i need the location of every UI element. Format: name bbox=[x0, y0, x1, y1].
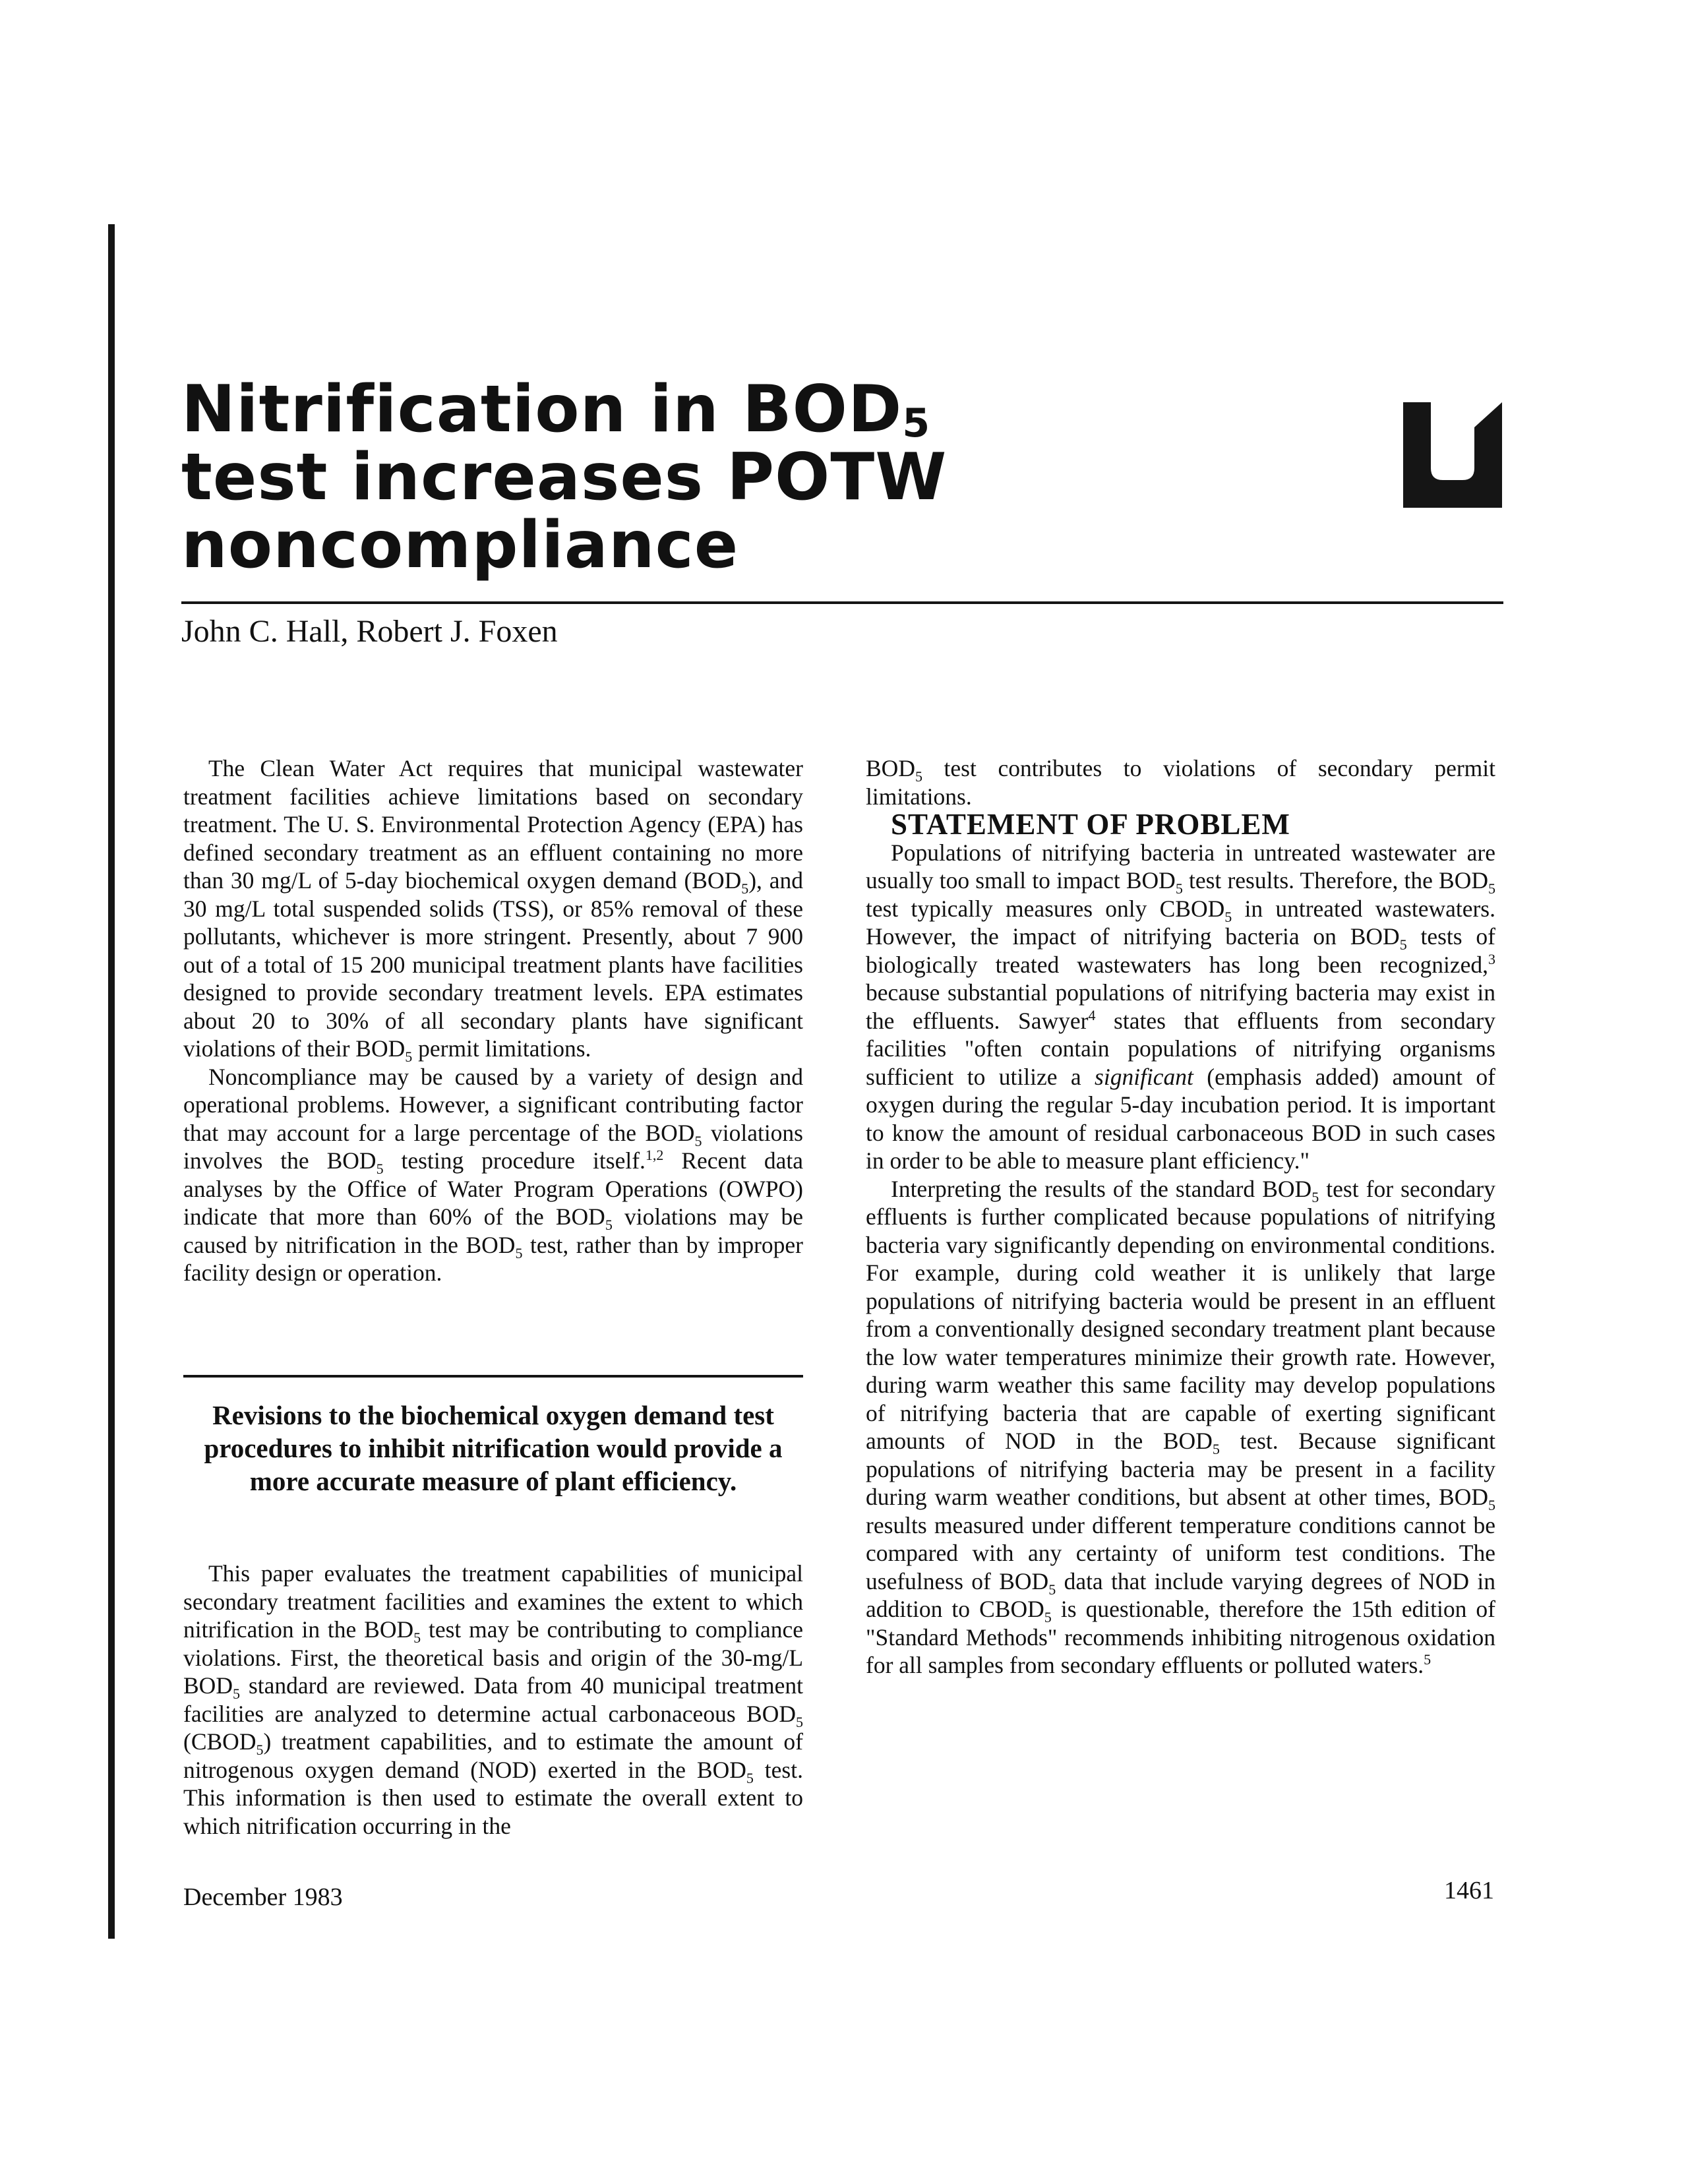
p2-text-2: violations involves the BOD bbox=[183, 1119, 803, 1174]
p5-text-1: Interpreting the results of the standard BOD bbox=[891, 1175, 1312, 1202]
p3-text-5: ) treatment capabilities, and to estimate the amount of nitrogenous oxygen demand (NOD) exerted in the BOD bbox=[183, 1728, 803, 1783]
p4-sub-3: 5 bbox=[1224, 908, 1232, 925]
title-rule bbox=[181, 601, 1503, 604]
footer-date: December 1983 bbox=[183, 1883, 343, 1911]
p5-sub-5: 5 bbox=[1044, 1609, 1052, 1626]
p4-text-6: because substantial populations of nitrifying bacteria may exist in the effluents. Sawyer bbox=[866, 979, 1495, 1034]
p5-citation-1: 5 bbox=[1424, 1651, 1432, 1668]
p5-sub-3: 5 bbox=[1488, 1497, 1495, 1514]
p3-text-1: This paper evaluates the treatment capabilities of municipal secondary treatment facilities and examines the extent to which nitrification in the BOD bbox=[183, 1560, 803, 1643]
p2-sub-1: 5 bbox=[694, 1132, 702, 1149]
p3-sub-2: 5 bbox=[232, 1685, 240, 1703]
paragraph-continued bbox=[866, 754, 1495, 810]
column-right bbox=[866, 754, 1495, 1680]
cont-text-2: test contributes to violations of secondary permit limitations. bbox=[866, 755, 1495, 810]
paragraph-noncompliance bbox=[183, 1063, 803, 1287]
title-line-1 bbox=[181, 372, 930, 447]
p3-text-4: (CBOD bbox=[183, 1728, 256, 1755]
logo-shape bbox=[1403, 402, 1502, 508]
page-number: 1461 bbox=[1444, 1877, 1494, 1904]
p3-sub-3: 5 bbox=[796, 1713, 803, 1730]
p3-text-3: standard are reviewed. Data from 40 municipal treatment facilities are analyzed to determine actual carbonaceous BOD bbox=[183, 1672, 803, 1727]
p4-sub-4: 5 bbox=[1399, 936, 1407, 954]
p4-sub-2: 5 bbox=[1488, 880, 1495, 897]
p2-text-3: testing procedure itself. bbox=[383, 1147, 646, 1174]
p5-sub-4: 5 bbox=[1048, 1581, 1056, 1598]
p3-sub-4: 5 bbox=[256, 1742, 264, 1759]
p4-text-3: test typically measures only CBOD bbox=[866, 895, 1225, 922]
p5-sub-1: 5 bbox=[1311, 1188, 1319, 1205]
p5-text-2: test for secondary effluents is further complicated because populations of nitrifying bacteria vary significantly depending on environmental conditions. For example, during cold weather it is unlikely that large populations of nitrifying bacteria would be present in an effluent from a conventionally designed secondary treatment plant because the low water temperatures minimize their growth rate. However, during warm weather this same facility may develop populations of nitrifying bacteria that are capable of exerting significant amounts of NOD in the BOD bbox=[866, 1175, 1495, 1454]
title-line-1-text: Nitrification in BOD bbox=[181, 372, 903, 447]
p2-text-1: Noncompliance may be caused by a variety of design and operational problems. However, a significant contributing factor that may account for a large percentage of the BOD bbox=[183, 1063, 803, 1146]
left-margin-rule bbox=[108, 224, 115, 1939]
article-title bbox=[181, 372, 1170, 583]
paragraph-intro bbox=[183, 754, 803, 1066]
p1-text-2: ), and 30 mg/L total suspended solids (TSS), or 85% removal of these pollutants, whichever is more stringent. Presently, about 7 900 out of a total of 15 200 municipal treatment plants have facilities designed to provide secondary treatment levels. EPA estimates about 20 to 30% of all secondary plants have significant violations of their BOD bbox=[183, 867, 803, 1062]
paragraph-populations bbox=[866, 839, 1495, 1175]
p5-text-3: test. Because significant populations of nitrifying bacteria may be present in a facility during warm weather conditions, but absent at other times, BOD bbox=[866, 1428, 1496, 1510]
paragraph-interpreting bbox=[866, 1175, 1495, 1680]
column-left-lower bbox=[183, 1560, 803, 1840]
p4-text-2: test results. Therefore, the BOD bbox=[1182, 867, 1488, 894]
p3-sub-5: 5 bbox=[746, 1769, 754, 1786]
p2-text-5: violations may be caused by nitrification in the BOD bbox=[183, 1203, 803, 1258]
column-left bbox=[183, 754, 803, 1287]
p3-text-6: test. This information is then used to estimate the overall extent to which nitrification occurring in the bbox=[183, 1756, 803, 1839]
p2-sub-3: 5 bbox=[605, 1217, 613, 1234]
p4-text-8: (emphasis added) amount of oxygen during the regular 5-day incubation period. It is important to know the amount of residual carbonaceous BOD in such cases in order to be able to measure plant efficiency." bbox=[866, 1063, 1495, 1174]
p4-text-1: Populations of nitrifying bacteria in untreated wastewater are usually too small to impact BOD bbox=[866, 839, 1495, 894]
authors: John C. Hall, Robert J. Foxen bbox=[181, 614, 558, 649]
p5-text-4: results measured under different temperature conditions cannot be compared with any certainty of uniform test conditions. The usefulness of BOD bbox=[866, 1511, 1495, 1594]
p4-citation-1: 3 bbox=[1488, 950, 1495, 967]
section-heading: STATEMENT OF PROBLEM bbox=[891, 808, 1290, 841]
p1-sub-2: 5 bbox=[405, 1048, 413, 1066]
p1-sub-1: 5 bbox=[741, 880, 749, 897]
title-subscript: 5 bbox=[902, 400, 931, 446]
p5-text-6: is questionable, therefore the 15th edition of "Standard Methods" recommends inhibiting nitrogenous oxidation for all samples from secondary effluents or polluted waters. bbox=[866, 1596, 1495, 1678]
p4-emphasis: significant bbox=[1095, 1063, 1193, 1090]
p5-sub-2: 5 bbox=[1212, 1441, 1220, 1458]
p3-sub-1: 5 bbox=[413, 1629, 421, 1647]
p1-text-3: permit limitations. bbox=[412, 1035, 591, 1062]
p4-citation-2: 4 bbox=[1088, 1006, 1096, 1023]
cont-sub-1: 5 bbox=[915, 768, 922, 785]
p4-text-7: states that effluents from secondary facilities "often contain populations of nitrifying organisms sufficient to utilize a bbox=[866, 1007, 1495, 1090]
paragraph-evaluation bbox=[183, 1560, 803, 1840]
p2-citation-1: 1,2 bbox=[645, 1147, 664, 1164]
p5-text-5: data that include varying degrees of NOD in addition to CBOD bbox=[866, 1567, 1496, 1622]
p4-text-5: tests of biologically treated wastewaters has long been recognized, bbox=[866, 923, 1496, 978]
cont-text-1: BOD bbox=[866, 755, 915, 781]
p2-sub-4: 5 bbox=[515, 1244, 523, 1261]
p4-sub-1: 5 bbox=[1175, 880, 1183, 897]
p2-text-4: Recent data analyses by the Office of Water Program Operations (OWPO) indicate that more than 60% of the BOD bbox=[183, 1147, 804, 1230]
p3-text-2: test may be contributing to compliance violations. First, the theoretical basis and origin of the 30-mg/L BOD bbox=[183, 1616, 803, 1699]
p1-text-1: The Clean Water Act requires that municipal wastewater treatment facilities achieve limitations based on secondary treatment. The U. S. Environmental Protection Agency (EPA) has defined secondary treatment as an effluent containing no more than 30 mg/L of 5-day biochemical oxygen demand (BOD bbox=[183, 755, 803, 894]
pull-quote: Revisions to the biochemical oxygen demand test procedures to inhibit nitrification would provide a more accurate measure of plant efficiency. bbox=[183, 1375, 803, 1498]
p4-text-4: in untreated wastewaters. However, the impact of nitrifying bacteria on BOD bbox=[866, 895, 1495, 950]
p2-text-6: test, rather than by improper facility design or operation. bbox=[183, 1231, 803, 1286]
title-line-2: test increases POTW bbox=[181, 439, 948, 515]
p2-sub-2: 5 bbox=[376, 1161, 384, 1178]
title-line-3: noncompliance bbox=[181, 507, 739, 583]
journal-logo-icon bbox=[1403, 402, 1502, 508]
